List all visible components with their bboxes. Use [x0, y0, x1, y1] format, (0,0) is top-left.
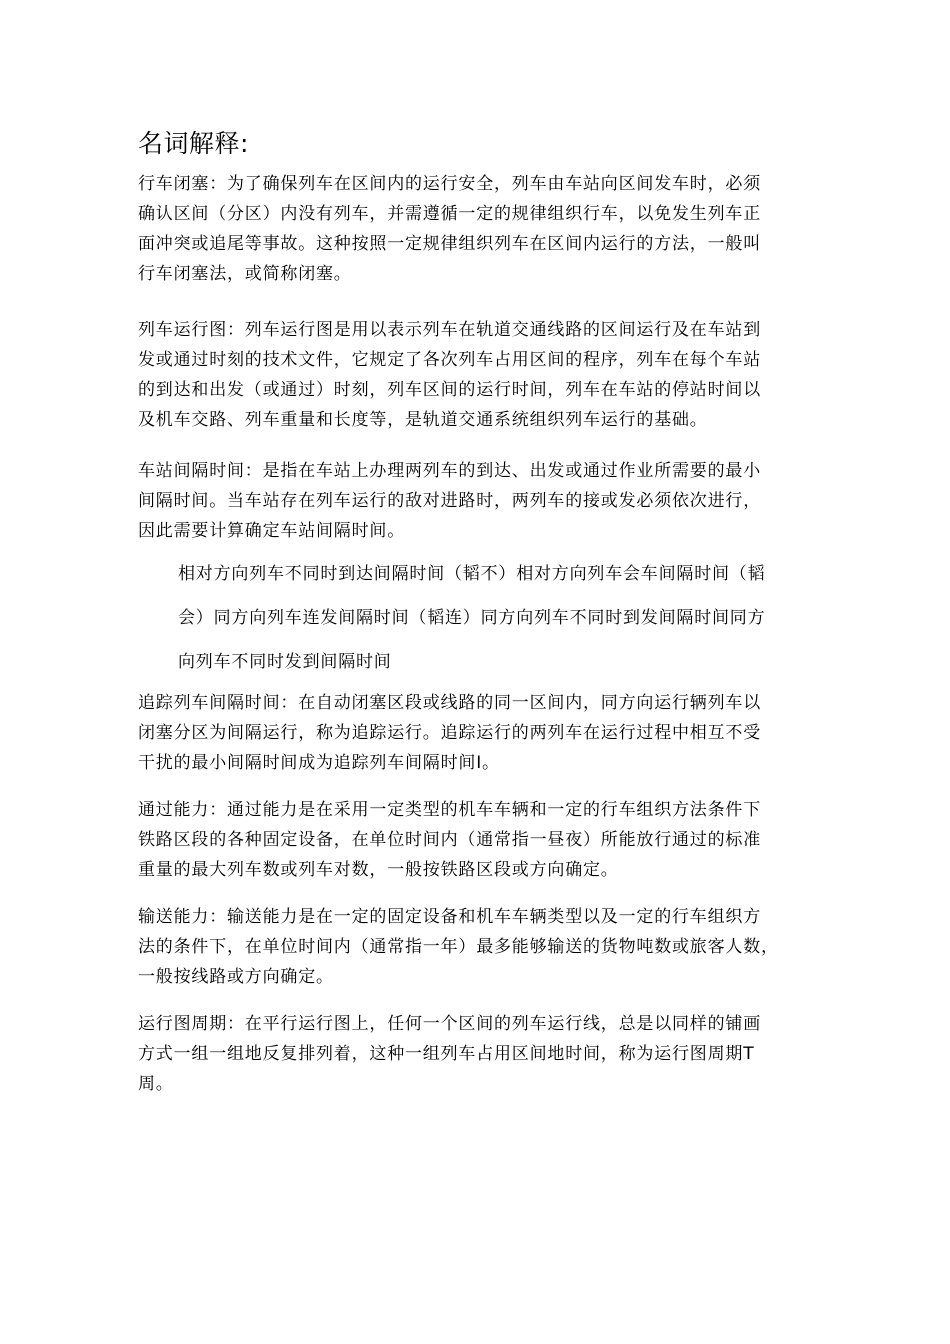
paragraph-line: 一般按线路或方向确定。 — [138, 967, 334, 987]
paragraph-line: 车站间隔时间：是指在车站上办理两列车的到达、出发或通过作业所需要的最小 — [138, 461, 761, 481]
paragraph-line: 运行图周期：在平行运行图上，任何一个区间的列车运行线，总是以同样的铺画 — [138, 1014, 761, 1034]
page-title: 名词解释: — [138, 129, 249, 158]
paragraph-line: 确认区间（分区）内没有列车，并需遵循一定的规律组织行车，以免发生列车正 — [138, 204, 761, 224]
paragraph-tracking-interval — [138, 688, 818, 778]
paragraph-line: 周。 — [138, 1074, 174, 1094]
paragraph-line: 法的条件下，在单位时间内（通常指一年）最多能够输送的货物吨数或旅客人数， — [138, 937, 779, 957]
paragraph-line: 会）同方向列车连发间隔时间（韬连）同方向列车不同时到发间隔时间同方 — [178, 608, 766, 628]
paragraph-line: 重量的最大列车数或列车对数，一般按铁路区段或方向确定。 — [138, 860, 619, 880]
paragraph-line: 面冲突或追尾等事故。这种按照一定规律组织列车在区间内运行的方法，一般叫 — [138, 234, 761, 254]
paragraph-train-blocking — [138, 169, 818, 289]
paragraph-line: 列车运行图：列车运行图是用以表示列车在轨道交通线路的区间运行及在车站到 — [138, 320, 761, 340]
paragraph-passing-capacity — [138, 795, 818, 885]
paragraph-line: 行车闭塞法，或简称闭塞。 — [138, 264, 352, 284]
paragraph-line: 干扰的最小间隔时间成为追踪列车间隔时间I。 — [138, 753, 500, 773]
paragraph-line: 输送能力：输送能力是在一定的固定设备和机车车辆类型以及一定的行车组织方 — [138, 907, 761, 927]
paragraph-line: 向列车不同时发到间隔时间 — [178, 652, 392, 672]
paragraph-station-interval — [138, 456, 818, 546]
paragraph-line: 闭塞分区为间隔运行，称为追踪运行。追踪运行的两列车在运行过程中相互不受 — [138, 723, 761, 743]
paragraph-line: 通过能力：通过能力是在采用一定类型的机车车辆和一定的行车组织方法条件下 — [138, 800, 761, 820]
paragraph-line: 方式一组一组地反复排列着，这种一组列车占用区间地时间，称为运行图周期T — [138, 1044, 755, 1064]
paragraph-line: 相对方向列车不同时到达间隔时间（韬不）相对方向列车会车间隔时间（韬 — [178, 564, 766, 584]
paragraph-line: 及机车交路、列车重量和长度等，是轨道交通系统组织列车运行的基础。 — [138, 410, 708, 430]
paragraph-line: 追踪列车间隔时间：在自动闭塞区段或线路的同一区间内，同方向运行辆列车以 — [138, 693, 761, 713]
paragraph-transport-capacity — [138, 902, 818, 992]
paragraph-train-diagram — [138, 315, 818, 435]
paragraph-line: 的到达和出发（或通过）时刻，列车区间的运行时间，列车在车站的停站时间以 — [138, 380, 761, 400]
paragraph-line: 发或通过时刻的技术文件，它规定了各次列车占用区间的程序，列车在每个车站 — [138, 350, 761, 370]
paragraph-diagram-period — [138, 1009, 818, 1099]
paragraph-line: 间隔时间。当车站存在列车运行的敌对进路时，两列车的接或发必须依次进行， — [138, 491, 761, 511]
paragraph-line: 行车闭塞：为了确保列车在区间内的运行安全，列车由车站向区间发车时，必须 — [138, 174, 761, 194]
paragraph-line: 铁路区段的各种固定设备，在单位时间内（通常指一昼夜）所能放行通过的标准 — [138, 830, 761, 850]
paragraph-line: 因此需要计算确定车站间隔时间。 — [138, 521, 405, 541]
paragraph-interval-types — [178, 552, 818, 684]
